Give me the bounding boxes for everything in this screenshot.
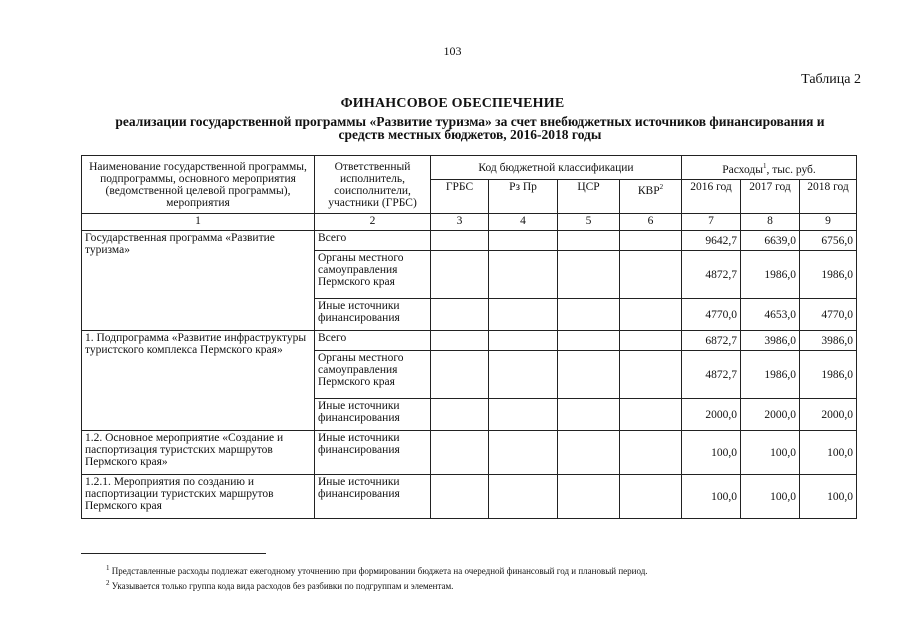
row-executor: Всего	[315, 331, 431, 351]
footnotes	[106, 562, 806, 592]
footnote-marker: 1	[106, 564, 110, 572]
value-2017: 1986,0	[741, 251, 800, 299]
value-2018: 100,0	[800, 475, 857, 519]
column-number: 2	[315, 214, 431, 231]
column-number: 1	[82, 214, 315, 231]
row-name: Государственная программа «Развитие туризма»	[82, 231, 315, 331]
value-2016: 4872,7	[682, 251, 741, 299]
value-2017: 4653,0	[741, 299, 800, 331]
row-executor: Иные источники финансирования	[315, 431, 431, 475]
column-number: 5	[558, 214, 620, 231]
row-name: 1. Подпрограмма «Развитие инфраструктуры туристского комплекса Пермского края»	[82, 331, 315, 431]
row-executor: Органы местного самоуправления Пермского края	[315, 251, 431, 299]
header-2016: 2016 год	[682, 180, 741, 214]
table-label: Таблица 2	[801, 72, 861, 87]
document-subtitle: реализации государственной программы «Развитие туризма» за счет внебюджетных источников финансирования и средств местных бюджетов, 2016-2018 годы	[115, 114, 825, 142]
header-expenses-label: Расходы	[722, 163, 763, 176]
header-2017: 2017 год	[741, 180, 800, 214]
value-2018: 2000,0	[800, 399, 857, 431]
header-name: Наименование государственной программы, подпрограммы, основного мероприятия (ведомственной целевой программы), мероприятия	[82, 156, 315, 214]
value-2018: 100,0	[800, 431, 857, 475]
value-2018: 1986,0	[800, 351, 857, 399]
column-number: 9	[800, 214, 857, 231]
row-executor: Иные источники финансирования	[315, 399, 431, 431]
page-number: 103	[443, 44, 462, 58]
column-number: 6	[620, 214, 682, 231]
row-executor: Иные источники финансирования	[315, 299, 431, 331]
value-2018: 4770,0	[800, 299, 857, 331]
value-2017: 100,0	[741, 431, 800, 475]
value-2016: 100,0	[682, 431, 741, 475]
financing-table	[81, 155, 857, 519]
value-2017: 100,0	[741, 475, 800, 519]
value-2018: 3986,0	[800, 331, 857, 351]
column-number: 4	[489, 214, 558, 231]
table-row	[82, 431, 857, 475]
table-row	[82, 331, 857, 351]
header-budget-code: Код бюджетной классификации	[431, 156, 682, 180]
row-name: 1.2. Основное мероприятие «Создание и паспортизация туристских маршрутов Пермского края»	[82, 431, 315, 475]
header-executor: Ответственный исполнитель, соисполнители, участники (ГРБС)	[315, 156, 431, 214]
value-2016: 6872,7	[682, 331, 741, 351]
header-kvr-label: КВР	[637, 184, 660, 197]
header-grbs: ГРБС	[431, 180, 489, 214]
column-number: 7	[682, 214, 741, 231]
table-row	[82, 475, 857, 519]
header-expenses	[682, 156, 857, 180]
header-csr: ЦСР	[558, 180, 620, 214]
footnote-divider	[81, 553, 266, 554]
column-number: 3	[431, 214, 489, 231]
footnote	[106, 577, 806, 592]
footnote-marker: 2	[106, 579, 110, 587]
header-kvr	[620, 180, 682, 214]
value-2016: 2000,0	[682, 399, 741, 431]
column-number: 8	[741, 214, 800, 231]
column-number-row	[82, 214, 857, 231]
row-executor: Иные источники финансирования	[315, 475, 431, 519]
value-2017: 3986,0	[741, 331, 800, 351]
value-2016: 9642,7	[682, 231, 741, 251]
footnote	[106, 562, 806, 577]
header-expenses-unit: , тыс. руб.	[766, 163, 816, 176]
header-2018: 2018 год	[800, 180, 857, 214]
document-title: ФИНАНСОВОЕ ОБЕСПЕЧЕНИЕ	[340, 96, 565, 111]
footnote-ref: 1	[762, 161, 767, 170]
table-row	[82, 231, 857, 251]
row-executor: Всего	[315, 231, 431, 251]
value-2018: 6756,0	[800, 231, 857, 251]
value-2016: 100,0	[682, 475, 741, 519]
footnote-text: Представленные расходы подлежат ежегодному уточнению при формировании бюджета на очередной финансовый год и плановый период.	[111, 566, 648, 576]
value-2017: 2000,0	[741, 399, 800, 431]
row-name: 1.2.1. Мероприятия по созданию и паспортизации туристских маршрутов Пермского края	[82, 475, 315, 519]
header-rzpr: Рз Пр	[489, 180, 558, 214]
value-2017: 6639,0	[741, 231, 800, 251]
value-2017: 1986,0	[741, 351, 800, 399]
value-2018: 1986,0	[800, 251, 857, 299]
footnote-text: Указывается только группа кода вида расходов без разбивки по подгруппам и элементам.	[111, 581, 454, 591]
value-2016: 4770,0	[682, 299, 741, 331]
row-executor: Органы местного самоуправления Пермского края	[315, 351, 431, 399]
value-2016: 4872,7	[682, 351, 741, 399]
footnote-ref: 2	[659, 183, 664, 191]
